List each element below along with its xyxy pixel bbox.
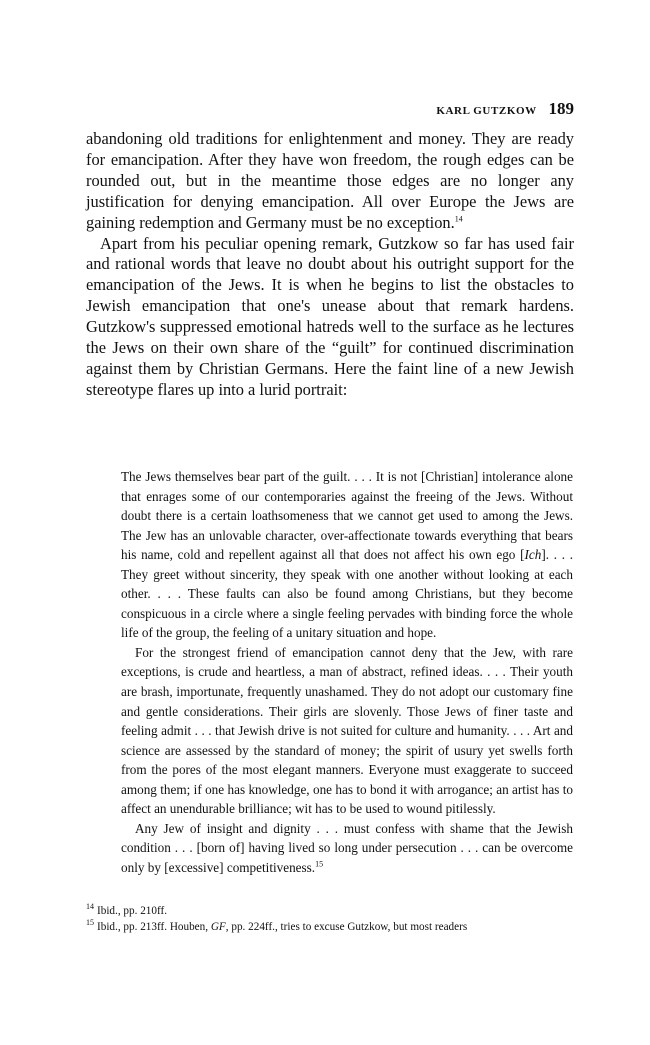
paragraph-continued bbox=[86, 129, 574, 234]
footnote-mark: 14 bbox=[86, 902, 94, 912]
footnote bbox=[86, 903, 574, 919]
running-head bbox=[400, 99, 574, 121]
quote-paragraph bbox=[121, 467, 573, 643]
footnote-text: Ibid., pp. 213ff. Houben, bbox=[97, 921, 211, 933]
footnote-mark: 15 bbox=[86, 918, 94, 928]
quote-text: Any Jew of insight and dignity . . . must confess with shame that the Jewish condition . . . [born of] having lived so long under persecution . . . can be overcome only by [excessive] competitiveness. bbox=[121, 820, 573, 875]
body-text bbox=[86, 129, 574, 401]
running-title: KARL GUTZKOW bbox=[436, 105, 537, 117]
quote-paragraph: For the strongest friend of emancipation cannot deny that the Jew, with rare exceptions, is crude and heartless, a man of abstract, refined ideas. . . . Their youth are brash, importunate, frequently unashamed. They do not adopt our customary fine and gentle considerations. Their girls are slovenly. Those Jews of finer taste and feeling admit . . . that Jewish drive is not suited for culture and humanity. . . . Art and science are assessed by the standard of money; the spirit of usury yet swells forth from the pores of the most elegant manners. Everyone must exaggerate to succeed among them; if one has knowledge, one has to bond it with arrogance; an artist has to affect an unendurable brilliance; wit has to be used to wound pitilessly. bbox=[121, 644, 573, 817]
block-quote bbox=[121, 467, 573, 877]
page-number: 189 bbox=[548, 99, 574, 118]
paragraph: Apart from his peculiar opening remark, Gutzkow so far has used fair and rational words that leave no doubt about his outright support for the emancipation of the Jews. It is when he begins to list the obstacles to Jewish emancipation that one's unease about that remark hardens. Gutzkow's suppressed emotional hatreds well to the surface as he lectures the Jews on their own share of the “guilt” for continued discrimination against them by Christian Germans. Here the faint line of a new Jewish stereotype flares up into a lurid portrait: bbox=[86, 233, 574, 399]
footnote-text: Ibid., pp. 210ff. bbox=[97, 905, 168, 917]
footnote-ref-15: 15 bbox=[315, 859, 324, 869]
footnote bbox=[86, 919, 574, 935]
footnote-ref-14: 14 bbox=[454, 214, 463, 224]
quote-text: ]. . . . They greet without sincerity, they speak with one another without looking at each other. . . . These faults can also be found among Christians, but they become conspicuous in a circle where a single feeling pervades with binding force the whole life of the group, the feeling of a unitary situation and hope. bbox=[121, 547, 573, 641]
footnote-text: , pp. 224ff., tries to excuse Gutzkow, but most readers bbox=[225, 921, 468, 933]
footnote-italic-abbrev: GF bbox=[210, 921, 226, 933]
quote-paragraph bbox=[121, 819, 573, 878]
quote-text: The Jews themselves bear part of the guilt. . . . It is not [Christian] intolerance alone that enrages some of our contemporaries against the freeing of the Jews. Without doubt there is a certain loathsomeness that we cannot get used to among the Jews. The Jew has an unlovable character, over-affectionate towards everything that bears his name, cold and repellent against all that does not affect his own ego [ bbox=[121, 469, 573, 563]
quote-italic-term: Ich bbox=[524, 547, 542, 563]
footnotes bbox=[86, 903, 574, 935]
paragraph-text: abandoning old traditions for enlightenment and money. They are ready for emancipation. After they have won freedom, the rough edges can be rounded out, but in the meantime those edges are no longer any justification for denying emancipation. All over Europe the Jews are gaining redemption and Germany must be no exception. bbox=[86, 129, 574, 232]
